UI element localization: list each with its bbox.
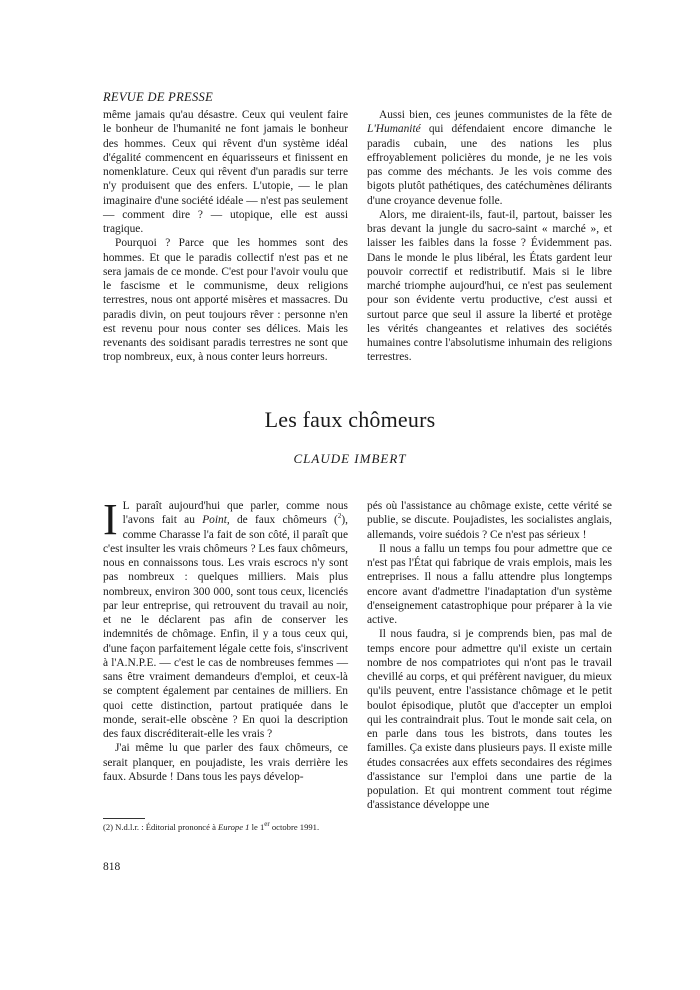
column-top-left [103,108,348,365]
italic-text: Europe 1 [218,822,250,832]
paragraph: Il nous faudra, si je comprends bien, pas mal de temps encore pour admettre qu'il existe un certain nombre de nos compatriotes qui n'ont pas le travail chevillé au corps, et qui préfèrent naviguer, du mieux qu'ils peuvent, entre l'assistance chômage et le petit boulot épisodique, plutôt que d'accepter un emploi qui les contraindrait plus. Tout le monde sait cela, on en parle dans tous les bistrots, dans toutes les familles. Ça existe dans plusieurs pays. Il existe mille études consacrées aux effets secondaires des régimes d'assistance sur l'emploi dans une partie de la population. Et qui montrent comment tout régime d'assistance développe une [367,628,612,812]
text-run: le 1 [249,822,265,832]
text-run: Aussi bien, ces jeunes communistes de la fête de [379,109,612,121]
paragraph: pés où l'assistance au chômage existe, cette vérité se publie, se discute. Poujadistes, les socialistes anglais, allemands, voire suédois ? Ce n'est pas sérieux ! [367,500,612,541]
drop-cap: I [103,495,118,544]
column-top-right [367,108,612,365]
page-number: 818 [103,861,121,873]
paragraph: Pourquoi ? Parce que les hommes sont des hommes. Et que le paradis collectif n'est pas et ne sera jamais de ce monde. C'est pour l'avoir voulu que le fascisme et le communisme, deux religions terrestres, nous ont apporté misères et massacres. Du paradis divin, on peut toujours rêver : personne n'en est revenu pour nous conter ses délices. Mais les revenants des soidisant paradis terrestres ne sont que trop nombreux, eux, à nous conter leurs horreurs. [103,237,348,364]
author-byline: CLAUDE IMBERT [293,451,407,466]
running-head: REVUE DE PRESSE [103,90,214,104]
italic-text: L'Humanité [367,123,421,136]
scan-mark [34,36,42,42]
text-run: L paraît aujourd'hui que parler, comme nous l'avons fait au [122,500,348,527]
paragraph [367,108,612,208]
italic-text: Point, [202,514,230,527]
superscript: er [264,820,270,829]
text-run: octobre 1991. [269,822,320,832]
text-run: qui défendaient encore dimanche le paradis cubain, une des nations les plus effroyablement policières du monde, je ne les vois pas comme des méchants. Je les vois comme des bigots plutôt pathétiques, des catéchumènes délirants d'une croyance devenue folle. [367,123,612,207]
text-run: de faux chômeurs ( [229,514,338,527]
paragraph [103,495,349,741]
footnote-ref: 2 [337,512,342,521]
text-run: ), comme Charasse l'a fait de son côté, il paraît que c'est insulter les vrais chômeurs ? Les faux chômeurs, nous en connaissons tous. Les vrais escrocs n'y sont pas nombreux : quelques milliers. Mais plus nombreux, environ 300 000, sont tous ceux, licenciés par leur entreprise, qui retrouvent du travail au noir, et ne le déclarent pas afin de conserver les indemnités de chômage. Enfin, il y a tous ceux qui, d'une façon parfaitement légale cette fois, s'inscrivent à l'A.N.P.E. — c'est le cas de nombreuses femmes — sans être vraiment demandeurs d'emploi, et ceux-là se comptent également par centaines de milliers. En quoi cette distinction, partout pratiquée dans le monde, serait-elle obscène ? En quoi la description des faux discréditerait-elle les vrais ? [103,514,349,740]
paragraph: J'ai même lu que parler des faux chômeurs, ce serait planquer, en poujadiste, les vrais derrière les faux. Absurde ! Dans tous les pays dévelop- [103,742,348,783]
paragraph: Alors, me diraient-ils, faut-il, partout, baisser les bras devant la jungle du sacro-saint « marché », et laisser les faibles dans la fosse ? Évidemment pas. Dans le monde le plus libéral, les États gardent leur pouvoir correctif et redistributif. Mais si le libre marché triomphe aujourd'hui, ce n'est pas seulement pour son évidente vertu productive, c'est aussi et surtout parce que seul il assure la liberté et protège les vérités changeantes et relatives des sociétés humaines contre l'absolutisme inhumain des religions terrestres. [367,208,612,364]
footnote [103,822,348,833]
footnote-rule [103,818,145,819]
article-title: Les faux chômeurs [264,407,436,432]
column-bottom-left [103,495,349,784]
paragraph: Il nous a fallu un temps fou pour admettre que ce n'est pas l'État qui fabrique de vrais emplois, mais les entreprises. Il nous a fallu attendre plus longtemps encore avant d'admettre l'inadaptation d'un système d'enseignement catastrophique pour préparer à la vie active. [367,542,612,626]
text-run: (2) N.d.l.r. : Éditorial prononcé à [103,822,219,832]
column-bottom-right [367,499,612,813]
paragraph: même jamais qu'au désastre. Ceux qui veulent faire le bonheur de l'humanité ne font jamais le bonheur des hommes. Ceux qui rêvent d'un système idéal d'égalité commencent en équarisseurs et finissent en nomenklature. Ceux qui rêvent d'un paradis sur terre n'y produisent que des enfers. L'utopie, — le plan imaginaire d'une société idéale — n'est pas seulement — comment dire ? — utopique, elle est aussi tragique. [103,109,348,235]
